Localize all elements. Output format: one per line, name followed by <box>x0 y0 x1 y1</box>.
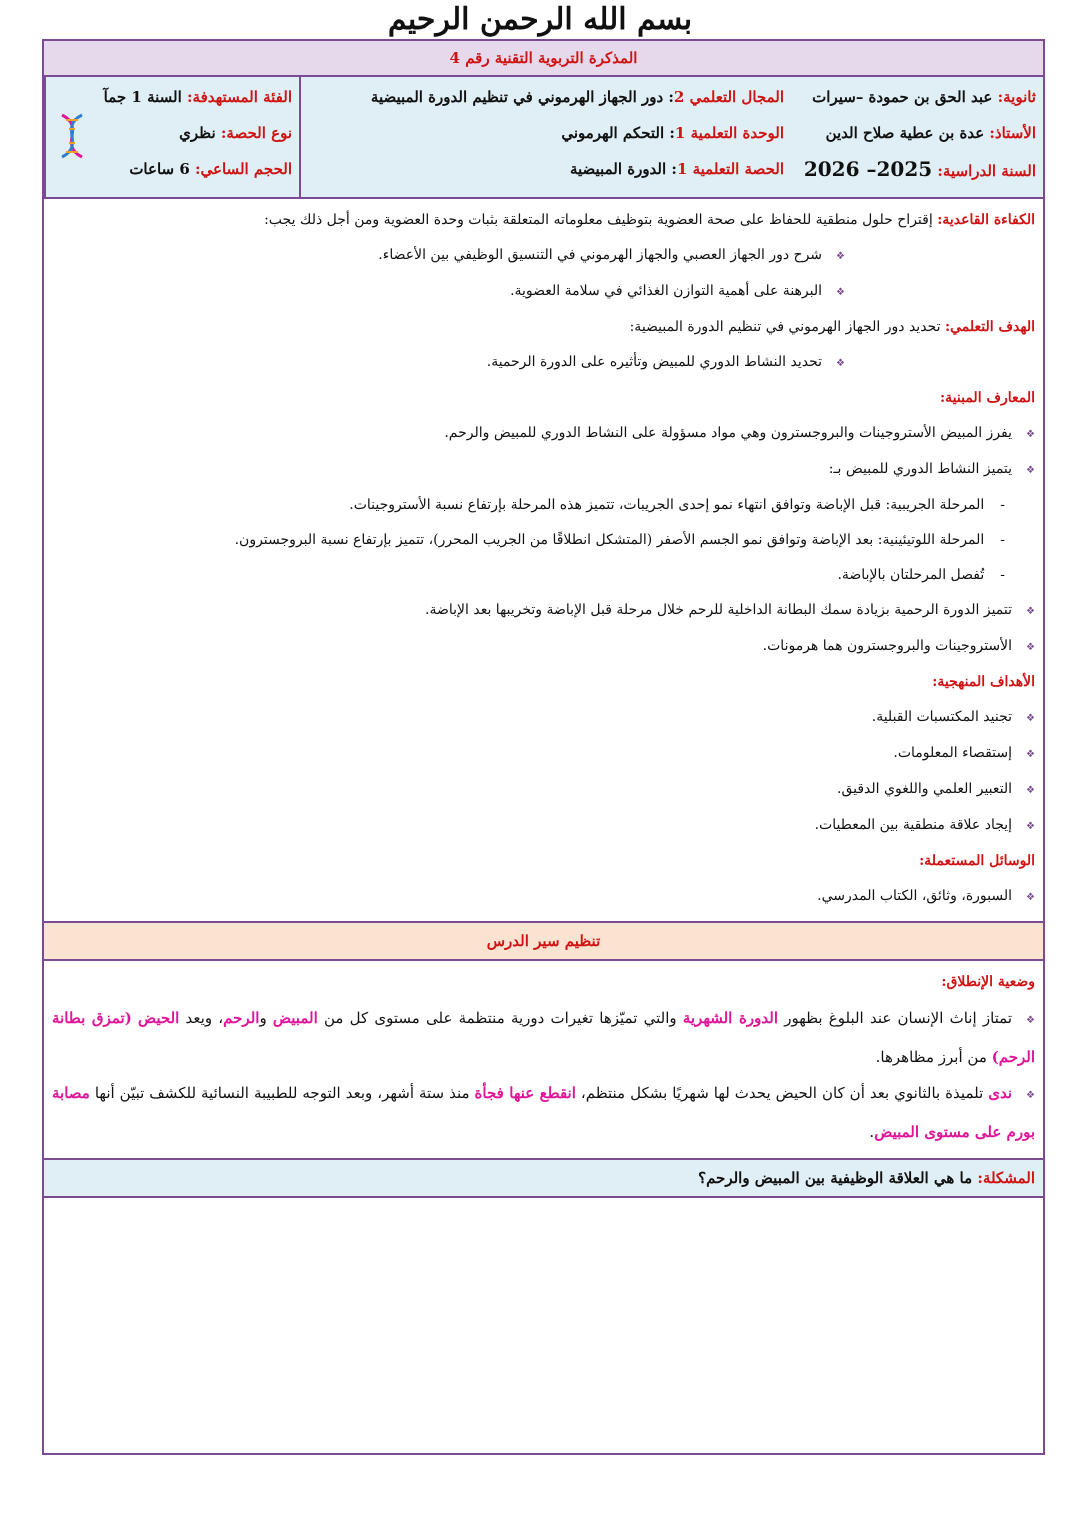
diamond-bullet-icon: ❖ <box>1026 713 1035 724</box>
year-value: 2025– 2026 <box>803 157 933 181</box>
lesson-flow-header: تنظيم سير الدرس <box>44 923 1043 961</box>
domain-row <box>308 79 784 115</box>
unit-label: الوحدة التعلمية 1 <box>674 124 784 142</box>
year-label: السنة الدراسية: <box>937 162 1036 180</box>
diamond-bullet-icon: ❖ <box>1026 892 1035 903</box>
objective-text: تحديد دور الجهاز الهرموني في تنظيم الدورة المبيضية: <box>629 319 941 335</box>
objectives-section <box>44 199 1043 923</box>
diamond-bullet-icon: ❖ <box>1026 749 1035 760</box>
sub-list-item: -المرحلة الجريبية: قبل الإباضة وتوافق انتهاء نمو إحدى الجريبات، تتميز هذه المرحلة بإرتفاع نسبة الأستروجينات. <box>52 488 1035 523</box>
lesson-row <box>308 151 784 187</box>
list-item: ❖السبورة، وثائق، الكتاب المدرسي. <box>52 879 1035 915</box>
info-school-column <box>791 77 1043 197</box>
diamond-bullet-icon: ❖ <box>1026 1090 1036 1101</box>
diamond-bullet-icon: ❖ <box>1026 785 1035 796</box>
domain-label: المجال التعلمي 2 <box>673 88 784 106</box>
list-item: ❖تتميز الدورة الرحمية بزيادة سمك البطانة الداخلية للرحم خلال مرحلة قبل الإباضة وتخريبها بعد الإباضة. <box>52 593 1035 629</box>
dash-bullet: - <box>1000 567 1005 583</box>
dna-icon <box>52 111 92 161</box>
school-value: عبد الحق بن حمودة –سيرات <box>812 88 993 106</box>
type-value: نظري <box>179 124 216 142</box>
list-item: ❖إستقصاء المعلومات. <box>52 736 1035 772</box>
dash-bullet: - <box>1000 532 1005 548</box>
tools-heading: الوسائل المستعملة: <box>919 853 1035 869</box>
diamond-bullet-icon: ❖ <box>1026 642 1035 653</box>
diamond-bullet-icon: ❖ <box>836 287 845 298</box>
list-item: ❖يتميز النشاط الدوري للمبيض بـ: <box>52 452 1035 488</box>
target-value: السنة 1 جمآ <box>103 88 182 106</box>
volume-value: 6 ساعات <box>129 160 190 178</box>
sub-list-item: -تُفصل المرحلتان بالإباضة. <box>52 558 1035 593</box>
list-item: ❖البرهنة على أهمية التوازن الغذائي في سلامة العضوية. <box>52 274 1035 310</box>
problem-statement <box>44 1160 1043 1198</box>
list-item: ❖شرح دور الجهاز العصبي والجهاز الهرموني في التنسيق الوظيفي بين الأعضاء. <box>52 238 1035 274</box>
objective-label: الهدف التعلمي: <box>944 319 1035 335</box>
info-grid <box>44 77 1043 199</box>
type-label: نوع الحصة: <box>220 124 292 142</box>
launch-heading: وضعية الإنطلاق: <box>941 974 1035 990</box>
competency-label: الكفاءة القاعدية: <box>937 212 1035 228</box>
unit-row <box>308 115 784 151</box>
diamond-bullet-icon: ❖ <box>1026 821 1035 832</box>
list-item: ❖تجنيد المكتسبات القبلية. <box>52 700 1035 736</box>
list-item: ❖إيجاد علاقة منطقية بين المعطيات. <box>52 808 1035 844</box>
teacher-value: عدة بن عطية صلاح الدين <box>825 124 985 142</box>
diamond-bullet-icon: ❖ <box>1026 465 1035 476</box>
launch-paragraph-2: ❖ندى تلميذة بالثانوي بعد أن كان الحيض يحدث لها شهريًا بشكل منتظم، انقطع عنها فجأة منذ ستة أشهر، وبعد التوجه للطبيبة النسائية للكشف تبيّن أنها مصابة بورم على مستوى المبيض. <box>52 1075 1035 1150</box>
methodology-heading: الأهداف المنهجية: <box>932 674 1035 690</box>
dash-bullet: - <box>1000 497 1005 513</box>
teacher-row <box>798 115 1036 151</box>
document-title: المذكرة التربوية التقنية رقم 4 <box>44 41 1043 77</box>
competency-line <box>52 203 1035 238</box>
problem-label: المشكلة: <box>977 1169 1035 1187</box>
diamond-bullet-icon: ❖ <box>1026 429 1035 440</box>
diamond-bullet-icon: ❖ <box>836 358 845 369</box>
diamond-bullet-icon: ❖ <box>1026 1015 1035 1026</box>
target-label: الفئة المستهدفة: <box>187 88 292 106</box>
lesson-value: : الدورة المبيضية <box>569 160 677 178</box>
basmala-heading: بسم الله الرحمن الرحيم <box>387 2 693 37</box>
target-row <box>53 79 292 115</box>
info-domain-column <box>299 77 791 197</box>
volume-label: الحجم الساعي: <box>195 160 292 178</box>
year-row <box>798 151 1036 187</box>
list-item: ❖التعبير العلمي واللغوي الدقيق. <box>52 772 1035 808</box>
knowledge-heading: المعارف المبنية: <box>939 390 1035 406</box>
objective-line <box>52 310 1035 345</box>
list-item: ❖يفرز المبيض الأستروجينات والبروجسترون وهي مواد مسؤولة على النشاط الدوري للمبيض والرحم. <box>52 416 1035 452</box>
school-row <box>798 79 1036 115</box>
launch-situation <box>44 961 1043 1160</box>
domain-value: : دور الجهاز الهرموني في تنظيم الدورة المبيضية <box>370 88 674 106</box>
diamond-bullet-icon: ❖ <box>836 251 845 262</box>
info-target-column <box>44 77 299 197</box>
sub-list-item: -المرحلة اللوتيئينية: بعد الإباضة وتوافق نمو الجسم الأصفر (المتشكل انطلاقًا من الجريب المحرر)، تتميز بإرتفاع نسبة البروجسترون. <box>52 523 1035 558</box>
unit-value: : التحكم الهرموني <box>561 124 675 142</box>
diamond-bullet-icon: ❖ <box>1026 606 1035 617</box>
teacher-label: الأستاذ: <box>989 124 1036 142</box>
lesson-sheet <box>42 39 1045 1455</box>
school-label: ثانوية: <box>997 88 1036 106</box>
list-item: ❖تحديد النشاط الدوري للمبيض وتأثيره على الدورة الرحمية. <box>52 345 1035 381</box>
list-item: ❖الأستروجينات والبروجسترون هما هرمونات. <box>52 629 1035 665</box>
competency-text: إقتراح حلول منطقية للحفاظ على صحة العضوية بتوظيف معلوماته المتعلقة بثبات وحدة العضوية ومن أجل ذلك يجب: <box>264 212 933 228</box>
launch-paragraph-1: ❖تمتاز إناث الإنسان عند البلوغ بظهور الدورة الشهرية والتي تميّزها تغيرات دورية منتظمة على مستوى كل من المبيض والرحم، ويعد الحيض (تمزق بطانة الرحم) من أبرز مظاهرها. <box>52 1000 1035 1075</box>
lesson-label: الحصة التعلمية 1 <box>676 160 784 178</box>
problem-text: ما هي العلاقة الوظيفية بين المبيض والرحم؟ <box>698 1169 978 1187</box>
